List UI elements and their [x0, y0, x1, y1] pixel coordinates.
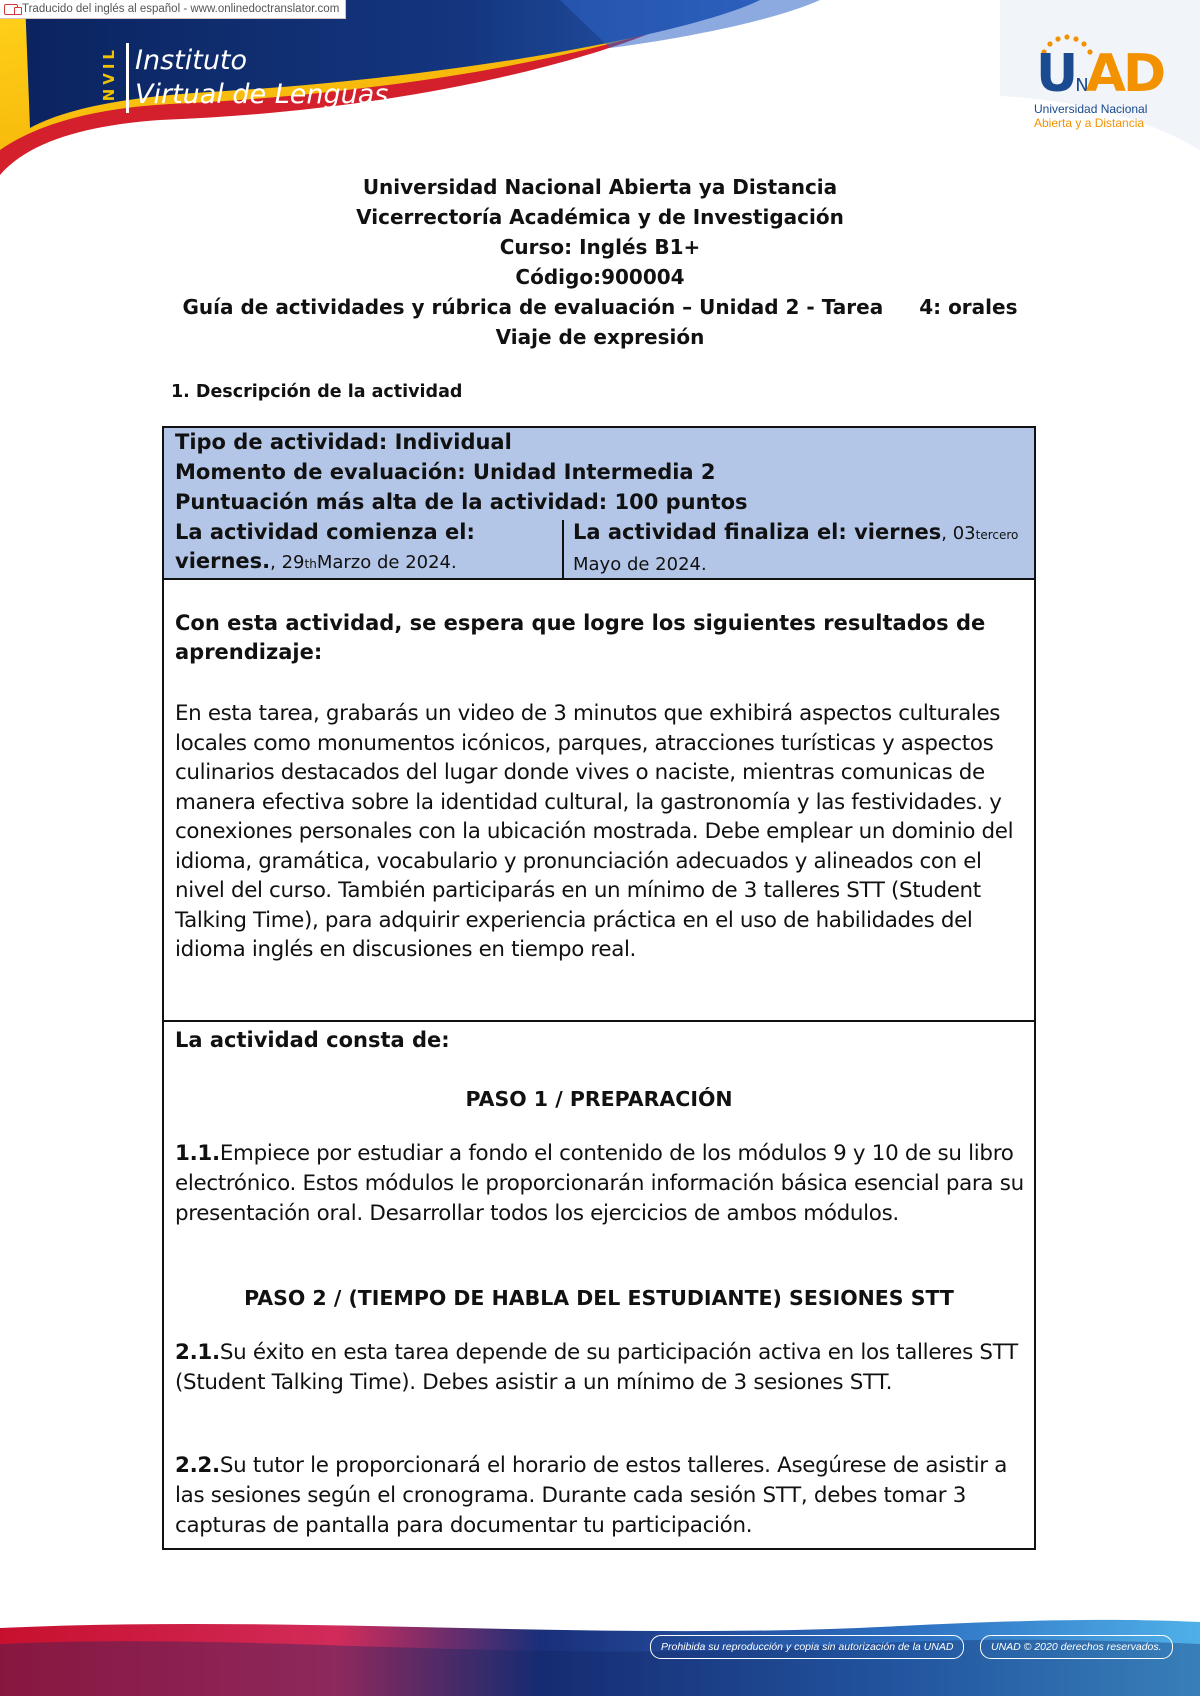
activity-meta	[164, 428, 1034, 580]
step-2-1	[175, 1338, 1035, 1398]
ivl-tag: INVIL	[100, 45, 118, 111]
university-name: Universidad Nacional Abierta ya Distancia	[362, 175, 838, 199]
guide-title-suffix: 4: orales	[919, 295, 1018, 319]
unad-u: U	[1036, 44, 1076, 104]
step1-title: PASO 1 / PREPARACIÓN	[465, 1087, 733, 1111]
activity-type: Tipo de actividad: Individual	[175, 430, 512, 454]
outcomes-heading: Con esta actividad, se espera que logre los siguientes resultados de aprendizaje:	[175, 611, 986, 664]
guide-title-line2: Viaje de expresión	[495, 325, 705, 349]
learning-outcomes	[164, 578, 1034, 1022]
course-name: Curso: Inglés B1+	[499, 235, 701, 259]
section-heading: 1. Descripción de la actividad	[171, 382, 463, 402]
unad-subtitle-2: Abierta y a Distancia	[1034, 116, 1145, 130]
end-sup: tercero	[975, 528, 1019, 542]
course-code: Código:900004	[515, 265, 685, 289]
translate-icon	[4, 4, 18, 15]
end-rest: Mayo de 2024.	[573, 554, 707, 575]
end-label: La actividad finaliza el: viernes	[573, 520, 942, 544]
step-1-1-text: Empiece por estudiar a fondo el contenido de los módulos 9 y 10 de su libro electrónico. Estos módulos le proporcionarán información básica esencial para su presentación oral. Desarrollar todos los ejercicios de ambos módulos.	[175, 1141, 1024, 1226]
unad-subtitle-1: Universidad Nacional	[1034, 102, 1148, 116]
document-title	[0, 172, 1200, 352]
translator-text: Traducido del inglés al español - www.onlinedoctranslator.com	[22, 3, 340, 15]
end-comma: , 03	[941, 523, 976, 544]
unad-logo	[1030, 30, 1164, 130]
guide-title	[0, 292, 1200, 322]
translator-badge[interactable]	[0, 0, 346, 19]
end-date	[573, 518, 1033, 579]
start-day: viernes.	[175, 549, 271, 573]
step-1-1	[175, 1139, 1035, 1229]
footer-notice-reproduction: Prohibida su reproducción y copia sin autorización de la UNAD	[650, 1635, 964, 1659]
ivl-wordmark	[135, 44, 388, 112]
start-rest: Marzo de 2024.	[316, 552, 457, 573]
ivl-divider	[126, 43, 129, 113]
footer-notice-copyright: UNAD © 2020 derechos reservados.	[980, 1635, 1173, 1659]
activity-steps	[164, 1020, 1034, 1548]
step-2-1-text: Su éxito en esta tarea depende de su participación activa en los talleres STT (Student Talking Time). Debes asistir a un mínimo de 3 sesiones STT.	[175, 1340, 1018, 1395]
max-score: Puntuación más alta de la actividad: 100 puntos	[175, 490, 748, 514]
date-divider	[562, 520, 564, 578]
ivl-line2: Virtual de Lenguas	[135, 79, 389, 110]
unad-n: N	[1075, 75, 1086, 96]
outcomes-body: En esta tarea, grabarás un video de 3 minutos que exhibirá aspectos culturales locales como monumentos icónicos, parques, atracciones turísticas y aspectos culinarios destacados del lugar donde vives o naciste, mientras comunicas de manera efectiva sobre la identidad cultural, la gastronomía y las festividades. y conexiones personales con la ubicación mostrada. Debe emplear un dominio del idioma, gramática, vocabulario y pronunciación adecuados y alineados con el nivel del curso. También participarás en un mínimo de 3 talleres STT (Student Talking Time), para adquirir experiencia práctica en el uso de habilidades del idioma inglés en discusiones en tiempo real.	[175, 701, 1014, 962]
activity-table	[162, 426, 1036, 1550]
start-label: La actividad comienza el:	[175, 520, 475, 544]
ivl-logo	[100, 42, 388, 114]
ivl-line1: Instituto	[135, 45, 248, 76]
step-2-1-number: 2.1.	[175, 1340, 220, 1365]
unad-ad: AD	[1085, 44, 1164, 104]
step-1-1-number: 1.1.	[175, 1141, 220, 1166]
start-sup: th	[304, 557, 317, 571]
step-2-2-text: Su tutor le proporcionará el horario de estos talleres. Asegúrese de asistir a las sesiones según el cronograma. Durante cada sesión STT, debes tomar 3 capturas de pantalla para documentar tu participación.	[175, 1453, 1008, 1538]
start-comma: , 29	[270, 552, 305, 573]
step2-title: PASO 2 / (TIEMPO DE HABLA DEL ESTUDIANTE) SESIONES STT	[244, 1286, 954, 1310]
step-2-2-number: 2.2.	[175, 1453, 220, 1478]
vicerrectoria: Vicerrectoría Académica y de Investigación	[356, 205, 844, 229]
guide-title-main: Guía de actividades y rúbrica de evaluación – Unidad 2 - Tarea	[182, 295, 884, 319]
steps-intro: La actividad consta de:	[175, 1028, 450, 1052]
start-date	[175, 518, 555, 579]
step-2-2	[175, 1451, 1035, 1541]
evaluation-moment: Momento de evaluación: Unidad Intermedia 2	[175, 460, 716, 484]
